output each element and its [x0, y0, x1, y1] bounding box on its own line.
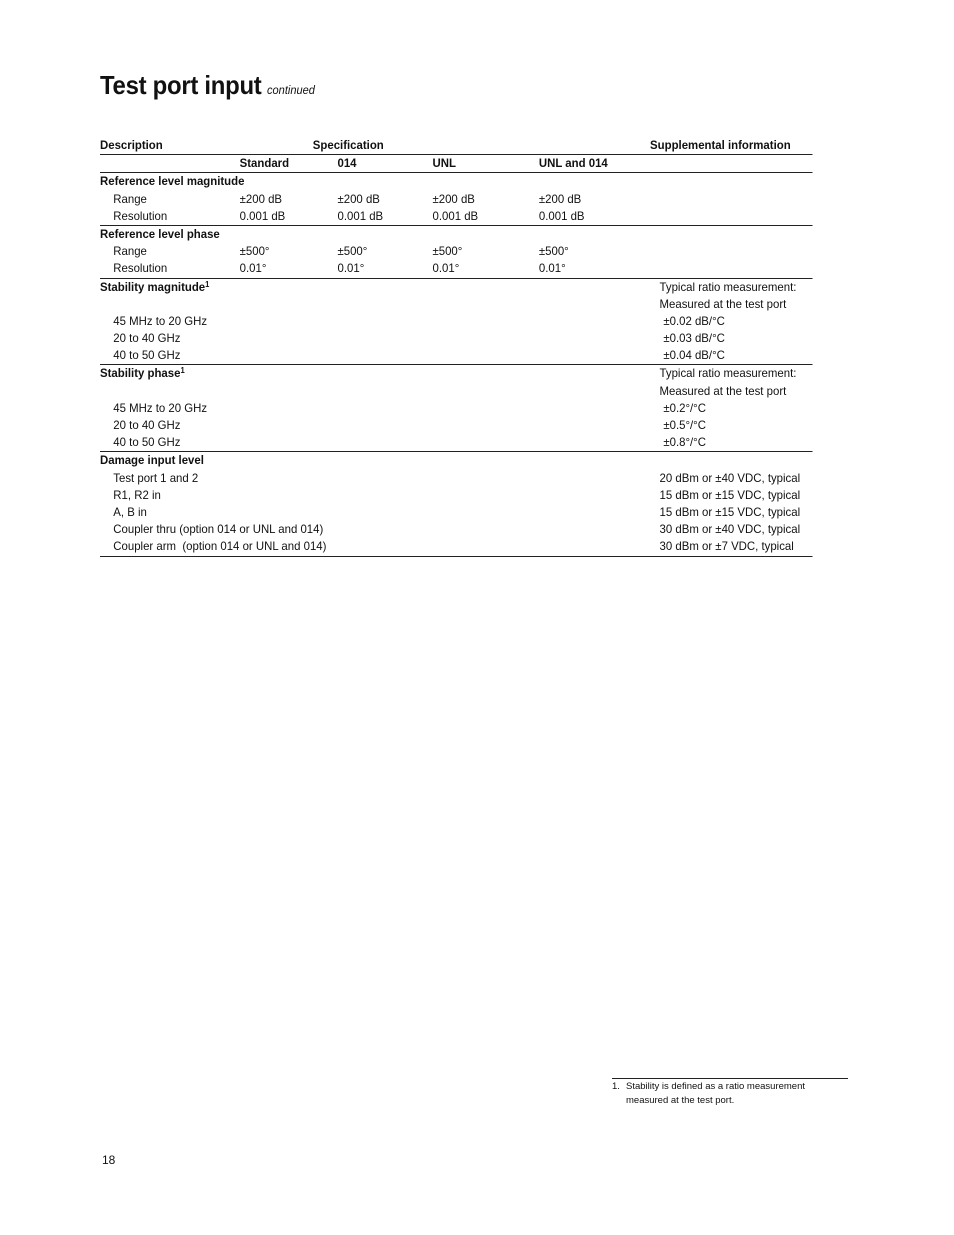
page-title-continued: continued: [267, 83, 315, 97]
row-label: Coupler arm (option 014 or UNL and 014): [113, 539, 327, 554]
cell-unl: 0.01°: [432, 261, 460, 276]
table-row: [100, 243, 813, 260]
footnote-text: Stability is defined as a ratio measurement measured at the test port.: [626, 1081, 806, 1106]
footnote-ref: 1: [180, 366, 185, 376]
cell-unl-014: ±200 dB: [538, 191, 582, 206]
supp-note-line1: Typical ratio measurement:: [659, 279, 797, 294]
table-row: [100, 521, 813, 538]
page-number: 18: [102, 1153, 116, 1167]
table-row: [100, 260, 813, 278]
cell-unl: ±500°: [432, 244, 463, 259]
header-014: 014: [337, 156, 357, 171]
table-row: [100, 383, 813, 400]
cell-standard: 0.01°: [239, 261, 267, 276]
section-title-row: [100, 452, 813, 469]
table-row: [100, 330, 813, 347]
cell-014: 0.01°: [337, 261, 365, 276]
ref-mag-title: Reference level magnitude: [100, 174, 245, 189]
row-label: 40 to 50 GHz: [113, 348, 181, 363]
supp-note-line2: Measured at the test port: [659, 383, 787, 398]
row-label: Resolution: [113, 261, 168, 276]
supp-note-line2: Measured at the test port: [659, 296, 787, 311]
supp-value: ±0.8°/°C: [663, 435, 706, 450]
cell-unl-014: ±500°: [538, 244, 569, 259]
table-row: [100, 470, 813, 487]
damage-title: Damage input level: [100, 453, 204, 468]
cell-unl: ±200 dB: [432, 191, 475, 206]
table-row: [100, 487, 813, 504]
cell-standard: 0.001 dB: [239, 208, 286, 223]
row-label: 45 MHz to 20 GHz: [113, 400, 208, 415]
cell-unl-014: 0.01°: [538, 261, 566, 276]
row-label: 20 to 40 GHz: [113, 331, 181, 346]
footnote-divider: [612, 1078, 848, 1079]
header-unl-014: UNL and 014: [538, 156, 608, 171]
table-row: [100, 504, 813, 521]
cell-standard: ±500°: [239, 244, 270, 259]
header-specification: Specification: [312, 138, 384, 152]
supp-value: 15 dBm or ±15 VDC, typical: [659, 504, 801, 519]
row-label: Range: [113, 244, 147, 259]
header-supplemental: Supplemental information: [650, 138, 791, 152]
table-row: [100, 538, 813, 556]
supp-value: 20 dBm or ±40 VDC, typical: [659, 470, 801, 485]
table-row: [100, 434, 813, 452]
table-row: [100, 208, 813, 226]
header-unl: UNL: [432, 156, 456, 171]
stab-mag-title-text: Stability magnitude: [100, 279, 206, 294]
supp-value: ±0.04 dB/°C: [663, 348, 725, 363]
cell-014: 0.001 dB: [337, 208, 384, 223]
row-label: Range: [113, 191, 147, 206]
spec-table: [100, 137, 813, 557]
cell-unl: 0.001 dB: [432, 208, 479, 223]
section-title-row: [100, 226, 813, 243]
cell-standard: ±200 dB: [239, 191, 283, 206]
section-title-row: [100, 279, 813, 296]
supp-value: ±0.02 dB/°C: [663, 313, 725, 328]
table-row: [100, 417, 813, 434]
table-row: [100, 400, 813, 417]
page-title-main: Test port input: [100, 70, 262, 100]
supp-value: 30 dBm or ±40 VDC, typical: [659, 522, 801, 537]
supp-value: ±0.5°/°C: [663, 418, 706, 432]
stab-phase-title-text: Stability phase: [100, 366, 181, 381]
footnote-ref: 1: [205, 279, 210, 289]
row-label: Resolution: [113, 208, 168, 223]
header-row-columns: [100, 155, 813, 173]
row-label: 40 to 50 GHz: [113, 435, 181, 450]
table-row: [100, 296, 813, 313]
table-row: [100, 313, 813, 330]
section-title-row: [100, 173, 813, 190]
stab-mag-title: [100, 279, 209, 296]
row-label: A, B in: [113, 504, 147, 519]
header-description: Description: [100, 138, 163, 152]
section-title-row: [100, 365, 813, 382]
stab-phase-title: [100, 365, 185, 382]
header-row-main: [100, 137, 813, 155]
table-row: [100, 347, 813, 365]
page-title: [100, 70, 315, 101]
row-label: Test port 1 and 2: [113, 470, 199, 485]
table-row: [100, 191, 813, 208]
cell-014: ±200 dB: [337, 191, 380, 206]
cell-014: ±500°: [337, 244, 368, 259]
supp-value: ±0.03 dB/°C: [663, 331, 725, 346]
row-label: 20 to 40 GHz: [113, 418, 181, 432]
cell-unl-014: 0.001 dB: [538, 208, 585, 223]
row-label: 45 MHz to 20 GHz: [113, 313, 208, 328]
supp-value: ±0.2°/°C: [663, 400, 706, 415]
footnote-number: 1.: [612, 1081, 620, 1092]
supp-note-line1: Typical ratio measurement:: [659, 366, 797, 381]
supp-value: 15 dBm or ±15 VDC, typical: [659, 487, 801, 502]
header-standard: Standard: [239, 156, 290, 171]
supp-value: 30 dBm or ±7 VDC, typical: [659, 539, 794, 554]
ref-phase-title: Reference level phase: [100, 226, 220, 241]
row-label: R1, R2 in: [113, 487, 161, 502]
row-label: Coupler thru (option 014 or UNL and 014): [113, 522, 324, 537]
